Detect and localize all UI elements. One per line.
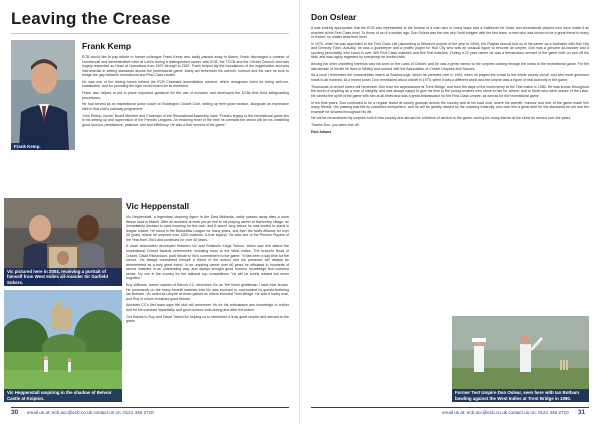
body-paragraph: He will be remembered by umpires both in this country and abroad for a lifetime of service to the game, and by his many friends at the clubs he served over the years. <box>311 116 572 121</box>
footer-divider <box>311 407 589 408</box>
footer-contact: email us at: ecb.acc@ecb.co.uk contact us on: 0121 446 2710 <box>442 410 569 415</box>
don-oslear-photo <box>452 316 589 402</box>
vic-heppenstall-heading: Vic Heppenstall <box>126 201 190 211</box>
right-page <box>300 0 600 424</box>
body-paragraph: John Pickup, former Board Member and Chairman of the Recreational Assembly, said: "Frank's legacy to the recreational game lies in his setting up and supervision of the Premier Leagues. An enduring tenet of the time he oversaw the sector will be his unstinting good humour, persistence, patience, tact and efficiency. He was a true servant of the game." <box>82 113 289 127</box>
vic-heppenstall-body <box>126 215 289 403</box>
body-paragraph: In 1970, when he was appointed to the First Class List (ascending to Wisden's umpire of the year in 2000), the Playfair Annual told us of his career as a footballer with Hull City and Grimsby Town. Actually, he was a goalkeeper and a prolific player for Hull City who was an unusual figure to become an umpire. Don was a genuine all-rounder and a sporting personality who stood in over 300 First Class matches and five Test matches. During a 22 year career he was a tremendous servant of the game both on and off the field, and was highly regarded by everybody he worked with. <box>311 41 589 60</box>
body-paragraph: ECB would like to pay tribute to former colleague Frank Kemp who sadly passed away in March. Frank discharged a number of commercial and administrative roles at Lord's during a distinguished career, with ECB, the TCCB and the Cricket Council, and was hugely respected as Head of Operations from 1997 through to 2007. Frank helped lay the foundations of the organisation and was instrumental in setting standards across the professional game. Many will remember his warmth, humour and the care he took to bridge the gap between recreational and First Class cricket. <box>82 55 289 78</box>
frank-kemp-photo <box>11 40 75 150</box>
body-paragraph: He had served as an inspirational junior coach at Teddington Cricket Club, setting up their junior section, alongside an impressive stint in that club's pathway programme. <box>82 102 289 112</box>
vic-portrait-caption: Vic pictured here in 2004, receiving a portrait of himself from West Indies all-rounder Sir Garfield Sobers. <box>4 268 122 286</box>
don-oslear-heading: Don Oslear <box>311 12 357 22</box>
body-paragraph: As a local I remember the characteristic match at Scarborough, which he presided over in 1994, when he played the crowd to the whole county circuit, and who were generous hosts to all involved. At a recent lunch, Don reminisced about cricket in 1970, when it was a different world and the umpire was a figure of real authority in the game. <box>311 73 589 83</box>
don-oslear-body <box>311 26 589 344</box>
body-paragraph: Roy Williams, former captain of Belvoir CC, describes Vic as "the finest gentleman I have ever known. He commands on the many benefit matches that Vic was involved in, surrounded by guests featuring Ian Botham, Vic acted as Umpire at those games as others included Trent Bridge. He was a lovely man, and Roy of whom remained good friends. <box>126 283 289 301</box>
page-number: 30 <box>11 409 19 416</box>
body-paragraph: Ancaster CC's first team says the club will remember Vic for his enthusiasm and knowledge of cricket and for his constant impartiality and good humour both during and after the match. <box>126 303 289 312</box>
body-paragraph: Our thanks to Roy and David Tweed for helping us to remember a truly great umpire and servant to the game. <box>126 314 289 324</box>
body-paragraph: Frank also helped to put in place important guidance for the use of inclusion and developed the ECBs first child safeguarding procedures. <box>82 91 289 100</box>
article-byline: Paul Adams <box>311 129 332 134</box>
body-paragraph: He was one of the driving forces behind the ECB Clubmark accreditation scheme, which recognises clubs for being well-run, sustainable, and for providing the right environment for its members. <box>82 79 289 89</box>
frank-kemp-heading: Frank Kemp <box>82 41 132 51</box>
body-paragraph: Thanks Don, you were one-off. <box>311 123 360 128</box>
body-paragraph: Vic Heppenstall, a legendary umpiring figure in the East Midlands, sadly passed away after a short illness back in March. After an accident at work put an end to his playing career at Harworthy village, he immediately decided to start umpiring for the club, and it wasn't long before he was invited to stand in league cricket. He stood in the Bassetlaw League for many years, and then the Notts Alliance for over 40 years, where he umpired over 1000 matches. A true legend, Vic was one of the Pinxton Players of the Year from 2004 and continued for over 40 years. <box>126 215 289 242</box>
don-oslear-caption: Former Test Umpire Don Oslear, seen here with Ian Botham bowling against the West Indies at Trent Bridge in 1980. <box>452 389 589 402</box>
vic-umpiring-caption: Vic Heppenstall umpiring in the shadow of Belvoir Castle at Knipton. <box>4 389 122 402</box>
footer-divider <box>11 407 289 408</box>
page-number: 31 <box>578 409 586 416</box>
title-divider <box>11 33 289 34</box>
frank-kemp-body <box>82 55 289 195</box>
vic-heppenstall-umpiring-photo <box>4 290 122 402</box>
body-paragraph: In his final years, Don continued to be a regular visitor at county grounds across the country and at his local club, where his warmth, humour and love of the game made him many friends. His passing was felt by cricketers everywhere, and he will be greatly missed by the umpiring fraternity, who owe him a great debt for the standards he set and the example he showed throughout his life. <box>311 100 589 114</box>
section-title: Leaving the Crease <box>11 9 171 28</box>
vic-heppenstall-portrait-photo <box>4 198 122 286</box>
body-paragraph: It was entirely appropriate that the ECB was represented at the funeral of a man who in many ways was a trailblazer for those non-recreational players who have made it as umpires at the First Class level. To those of us of a certain age, Don Oslear was the one who 'built bridges' with the first team, a man who was known to be a great friend to many in cricket, no matter what their level. <box>311 26 589 40</box>
body-paragraph: A close association developed between Vic and Rutland's Kings School, which saw him attend the Inspirational Cricket Awards ceremonies, including tours to the West Indies. The school's Head of Cricket, David Richardson, paid tribute to Vic's commitment to the game: "It has been a sad time for the school. Vic always considered himself a friend of the school and his presence will always be remembered as a truly great friend. In an umpiring career over 60 years he officiated in hundreds of school matches in an outstanding way, and always brought good humour, knowledge and common sense. No one in the country for the national cup competitions. Vic will be sorely missed but never forgotten." <box>126 244 289 281</box>
frank-kemp-caption: Frank Kemp. <box>11 143 44 150</box>
body-paragraph: Among his other cricketing interests was his work on the Laws of Cricket, and he was a great mentor to the umpires coming through the ranks in the recreational game. For the last decade of his life he lived in Whitby and worked with the Association of Cricket Umpires and Scorers. <box>311 62 589 71</box>
body-paragraph: Thousands of cricket lovers will remember Don from his appearances at Trent Bridge, and from the days of the controversy at the Test match in 1980. He was known throughout the world of umpiring as a man of integrity, and was always happy to give his time to the young umpires who came to him for advice, and to those who were unsure of the Laws. He carried the spirit of the game with him at all times and was a great ambassador for the First Class umpire, as well as for the recreational game. <box>311 84 589 98</box>
footer-contact: email us at: ecb.acc@ecb.co.uk contact us on: 0121 446 2710 <box>27 410 154 415</box>
